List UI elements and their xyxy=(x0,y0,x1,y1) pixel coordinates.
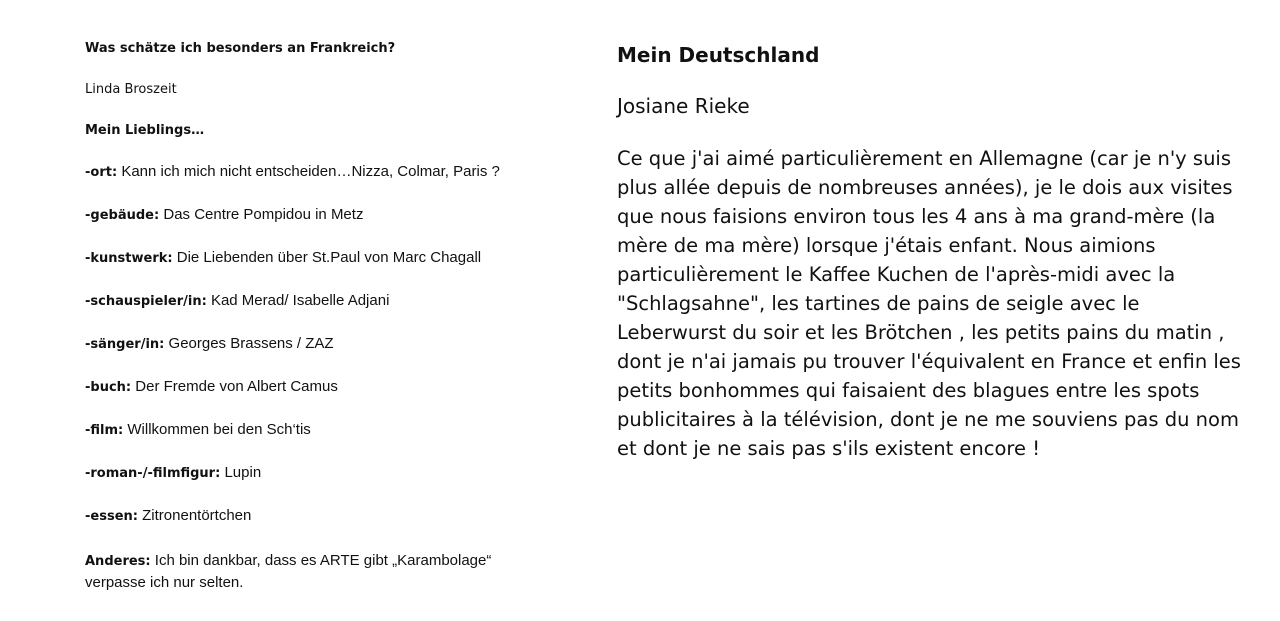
favorite-item xyxy=(85,163,555,182)
favorite-value: Zitronentörtchen xyxy=(137,507,252,524)
left-title: Was schätze ich besonders an Frankreich? xyxy=(85,41,396,56)
left-author: Linda Broszeit xyxy=(85,82,177,97)
favorite-key: -essen: xyxy=(85,509,138,524)
favorite-key: -gebäude: xyxy=(85,208,160,223)
favorite-key: -schauspieler/in: xyxy=(85,294,207,309)
favorite-key: -sänger/in: xyxy=(85,337,165,352)
other-key: Anderes: xyxy=(85,554,151,569)
favorite-item xyxy=(85,249,555,268)
favorite-item xyxy=(85,206,555,225)
right-title: Mein Deutschland xyxy=(617,43,820,67)
favorite-item xyxy=(85,507,555,526)
favorite-item xyxy=(85,421,555,440)
favorite-value: Kad Merad/ Isabelle Adjani xyxy=(206,292,390,309)
right-column xyxy=(617,43,1242,463)
favorite-item xyxy=(85,335,555,354)
right-author: Josiane Rieke xyxy=(617,94,750,118)
favorite-item xyxy=(85,464,555,483)
favorite-key: -roman-/-filmfigur: xyxy=(85,466,221,481)
favorite-value: Willkommen bei den Sch‘tis xyxy=(123,421,311,438)
favorite-value: Lupin xyxy=(220,464,262,481)
favorite-item xyxy=(85,292,555,311)
left-column xyxy=(85,41,555,618)
favorite-key: -film: xyxy=(85,423,124,438)
favorite-key: -buch: xyxy=(85,380,132,395)
other-value: Ich bin dankbar, dass es ARTE gibt „Karambolage“ verpasse ich nur selten. xyxy=(85,552,492,591)
right-body-text: Ce que j'ai aimé particulièrement en Allemagne (car je n'y suis plus allée depuis de nombreuses années), je le dois aux visites que nous faisions environ tous les 4 ans à ma grand-mère (la mère de ma mère) lorsque j'étais enfant. Nous aimions particulièrement le Kaffee Kuchen de l'après-midi avec la "Schlagsahne", les tartines de pains de seigle avec le Leberwurst du soir et les Brötchen , les petits pains du matin , dont je n'ai jamais pu trouver l'équivalent en France et enfin les petits bonhommes qui faisaient des blagues entre les spots publicitaires à la télévision, dont je ne me souviens pas du nom et dont je ne sais pas s'ils existent encore ! xyxy=(617,147,1241,460)
favorite-value: Georges Brassens / ZAZ xyxy=(164,335,334,352)
other-item xyxy=(85,550,525,594)
favorite-item xyxy=(85,378,555,397)
favorite-value: Die Liebenden über St.Paul von Marc Chagall xyxy=(172,249,482,266)
favorite-value: Das Centre Pompidou in Metz xyxy=(159,206,364,223)
favorite-value: Der Fremde von Albert Camus xyxy=(131,378,338,395)
favorite-key: -kunstwerk: xyxy=(85,251,173,266)
left-subtitle: Mein Lieblings… xyxy=(85,123,205,138)
favorite-key: -ort: xyxy=(85,165,118,180)
favorite-value: Kann ich mich nicht entscheiden…Nizza, Colmar, Paris ? xyxy=(117,163,500,180)
